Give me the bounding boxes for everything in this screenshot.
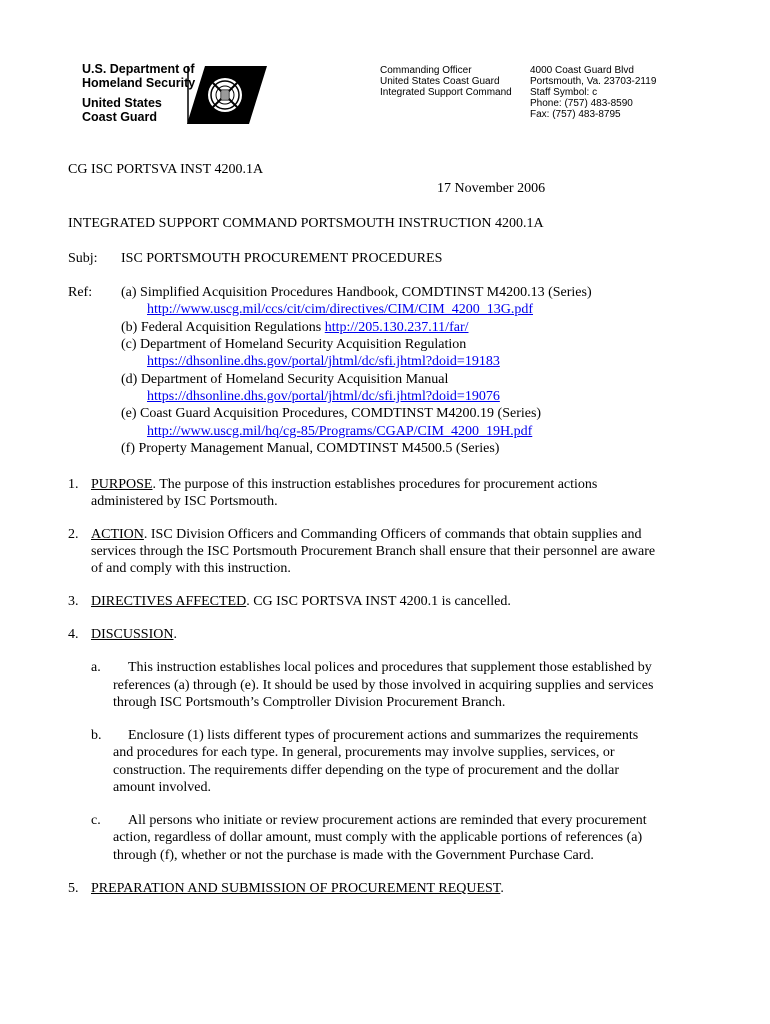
paragraph-2-line-2: services through the ISC Portsmouth Procurement Branch shall ensure that their personnel are aware	[91, 544, 656, 559]
paragraph-1-line-2: administered by ISC Portsmouth.	[91, 494, 278, 509]
paragraph-1-number: 1.	[68, 477, 79, 492]
paragraph-1-text: . The purpose of this instruction establishes procedures for procurement actions	[152, 477, 598, 492]
sender-line: Integrated Support Command	[380, 87, 512, 98]
reference-b-text: (b) Federal Acquisition Regulations	[121, 320, 325, 335]
dhs-line-1: U.S. Department of	[82, 62, 195, 76]
reference-e: (e) Coast Guard Acquisition Procedures, COMDTINST M4200.19 (Series)	[121, 406, 542, 421]
paragraph-5-line	[91, 880, 504, 897]
references-label: Ref:	[68, 285, 93, 300]
address-block	[530, 65, 656, 120]
subparagraph-b-line-1: Enclosure (1) lists different types of procurement actions and summarizes the requirements	[128, 728, 639, 743]
paragraph-5-heading: PREPARATION AND SUBMISSION OF PROCUREMENT REQUEST	[91, 881, 501, 896]
paragraph-5-tail: .	[500, 881, 504, 896]
subject-text: ISC PORTSMOUTH PROCUREMENT PROCEDURES	[121, 251, 443, 266]
sender-line: Commanding Officer	[380, 65, 472, 76]
subparagraph-b-line-2: and procedures for each type. In general, procurements may involve supplies, services, or	[113, 745, 615, 760]
subparagraph-b-line-3: construction. The requirements differ depending on the type of procurement and the dollar	[113, 763, 620, 778]
paragraph-2-line	[91, 526, 641, 543]
paragraph-4-number: 4.	[68, 627, 79, 642]
subparagraph-b-label: b.	[91, 728, 102, 743]
paragraph-2-text: . ISC Division Officers and Commanding Officers of commands that obtain supplies and	[143, 527, 642, 542]
reference-c-link[interactable]: https://dhsonline.dhs.gov/portal/jhtml/dc/sfi.jhtml?doid=19183	[147, 354, 500, 369]
address-line: Phone: (757) 483-8590	[530, 98, 633, 109]
coast-guard-seal-icon	[185, 64, 267, 126]
paragraph-2-heading: ACTION	[91, 527, 144, 542]
reference-f: (f) Property Management Manual, COMDTINST M4500.5 (Series)	[121, 441, 500, 456]
reference-b-link[interactable]: http://205.130.237.11/far/	[324, 320, 469, 335]
reference-c: (c) Department of Homeland Security Acquisition Regulation	[121, 337, 467, 352]
subparagraph-a-label: a.	[91, 660, 101, 675]
address-line: Portsmouth, Va. 23703-2119	[530, 76, 657, 87]
paragraph-2-line-3: of and comply with this instruction.	[91, 561, 291, 576]
sender-line: United States Coast Guard	[380, 76, 500, 87]
document-date: 17 November 2006	[437, 181, 546, 196]
uscg-line-2: Coast Guard	[82, 110, 158, 124]
reference-d: (d) Department of Homeland Security Acquisition Manual	[121, 372, 449, 387]
paragraph-3-line	[91, 593, 511, 610]
paragraph-3-heading: DIRECTIVES AFFECTED	[91, 594, 247, 609]
subparagraph-a-line-1: This instruction establishes local polices and procedures that supplement those established by	[128, 660, 652, 675]
paragraph-4-heading: DISCUSSION	[91, 627, 174, 642]
subparagraph-c-line-3: through (f), whether or not the purchase is made with the Government Purchase Card.	[113, 848, 594, 863]
document-title: INTEGRATED SUPPORT COMMAND PORTSMOUTH INSTRUCTION 4200.1A	[68, 216, 544, 231]
subparagraph-a-line-2: references (a) through (e). It should be used by those involved in acquiring supplies and services	[113, 678, 654, 693]
paragraph-2-number: 2.	[68, 527, 79, 542]
paragraph-1-line	[91, 476, 597, 493]
address-line: Staff Symbol: c	[530, 87, 598, 98]
reference-d-link[interactable]: https://dhsonline.dhs.gov/portal/jhtml/dc/sfi.jhtml?doid=19076	[147, 389, 500, 404]
subparagraph-b-line-4: amount involved.	[113, 780, 211, 795]
subparagraph-a-line-3: through ISC Portsmouth’s Comptroller Division Procurement Branch.	[113, 695, 506, 710]
reference-a-link[interactable]: http://www.uscg.mil/ccs/cit/cim/directives/CIM/CIM_4200_13G.pdf	[147, 302, 533, 317]
dhs-line-2: Homeland Security	[82, 76, 196, 90]
subparagraph-c-label: c.	[91, 813, 101, 828]
paragraph-3-number: 3.	[68, 594, 79, 609]
paragraph-4-line	[91, 626, 177, 643]
letterhead-logo-text	[82, 62, 195, 124]
sender-block	[380, 65, 512, 98]
paragraph-5-number: 5.	[68, 881, 79, 896]
reference-a: (a) Simplified Acquisition Procedures Handbook, COMDTINST M4200.13 (Series)	[121, 285, 592, 300]
subparagraph-c-line-2: action, regardless of dollar amount, must comply with the applicable portions of references (a)	[113, 830, 643, 845]
paragraph-4-tail: .	[173, 627, 177, 642]
instruction-number: CG ISC PORTSVA INST 4200.1A	[68, 162, 264, 177]
address-line: 4000 Coast Guard Blvd	[530, 65, 634, 76]
paragraph-3-text: . CG ISC PORTSVA INST 4200.1 is cancelled.	[246, 594, 511, 609]
reference-e-link[interactable]: http://www.uscg.mil/hq/cg-85/Programs/CGAP/CIM_4200_19H.pdf	[147, 424, 533, 439]
paragraph-1-heading: PURPOSE	[91, 477, 153, 492]
subparagraph-c-line-1: All persons who initiate or review procurement actions are reminded that every procurement	[128, 813, 647, 828]
uscg-line-1: United States	[82, 96, 162, 110]
reference-b	[121, 319, 469, 336]
subject-label: Subj:	[68, 251, 98, 266]
address-line: Fax: (757) 483-8795	[530, 109, 621, 120]
